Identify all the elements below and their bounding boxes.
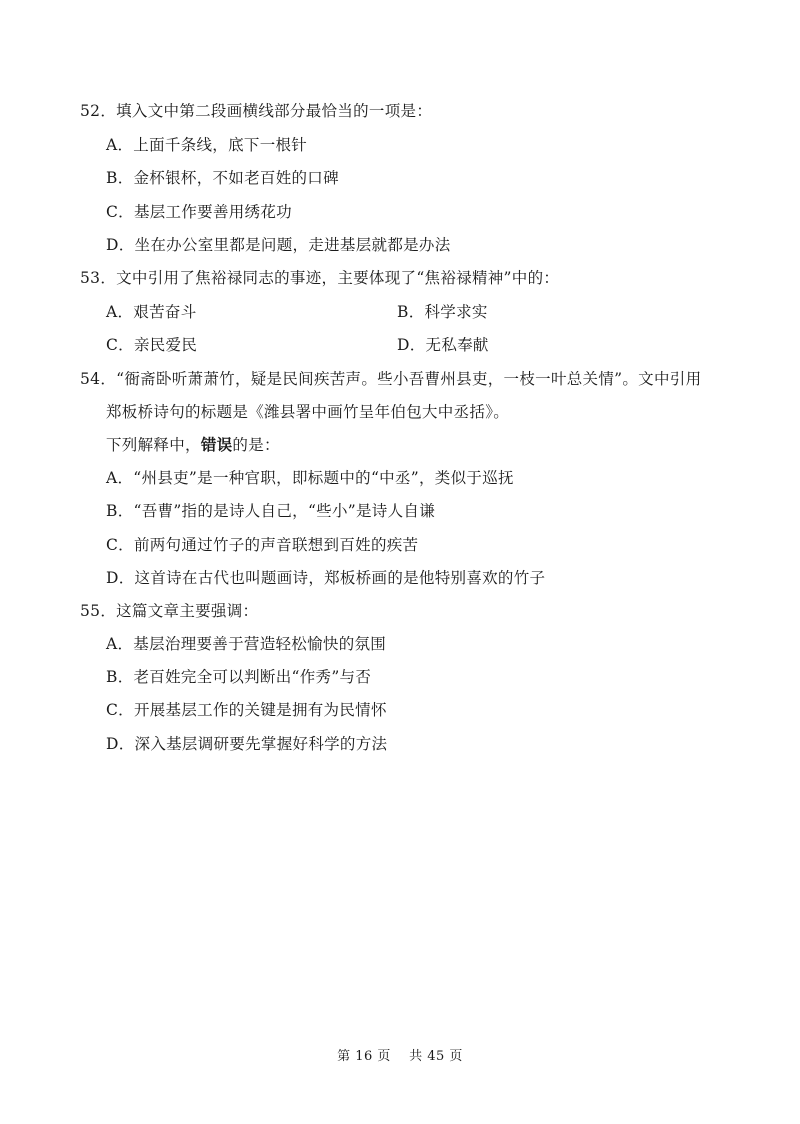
question-54-stem-suffix: 的是：: [232, 436, 280, 454]
question-53-option-b: B．科学求实: [397, 303, 488, 321]
question-52-option-c: C．基层工作要善用绣花功: [106, 203, 292, 221]
question-53-option-d: D．无私奉献: [397, 336, 489, 354]
question-54-stem-line3: [106, 435, 280, 455]
question-54-stem-line1: 54．“衙斋卧听萧萧竹，疑是民间疾苦声。些小吾曹州县吏，一枝一叶总关情”。文中引用: [80, 370, 702, 388]
question-54-stem-emphasis: 错误: [200, 435, 233, 454]
question-53-option-a: A．艰苦奋斗: [106, 303, 197, 321]
question-54-stem-line2: 郑板桥诗句的标题是《潍县署中画竹呈年伯包大中丞括》。: [106, 403, 510, 421]
question-53-stem: 53．文中引用了焦裕禄同志的事迹，主要体现了“焦裕禄精神”中的：: [80, 269, 560, 287]
question-54-option-b: B．“吾曹”指的是诗人自己，“些小”是诗人自谦: [106, 502, 435, 520]
question-54-stem-prefix: 下列解释中，: [106, 436, 201, 454]
question-53-option-c: C．亲民爱民: [106, 336, 198, 354]
question-54-option-a: A．“州县吏”是一种官职，即标题中的“中丞”，类似于巡抚: [106, 469, 514, 487]
question-55-stem: 55．这篇文章主要强调：: [80, 602, 259, 620]
question-55-option-b: B．老百姓完全可以判断出“作秀”与否: [106, 668, 372, 686]
question-55-option-a: A．基层治理要善于营造轻松愉快的氛围: [106, 635, 387, 653]
question-54-option-d: D．这首诗在古代也叫题画诗，郑板桥画的是他特别喜欢的竹子: [106, 569, 546, 587]
question-52-option-a: A．上面千条线，底下一根针: [106, 136, 308, 154]
page-footer: 第 16 页 共 45 页: [337, 1049, 463, 1064]
question-55-option-c: C．开展基层工作的关键是拥有为民情怀: [106, 701, 387, 719]
question-52-stem: 52．填入文中第二段画横线部分最恰当的一项是：: [80, 102, 433, 120]
question-52-option-b: B．金杯银杯，不如老百姓的口碑: [106, 169, 339, 187]
question-55-option-d: D．深入基层调研要先掌握好科学的方法: [106, 735, 388, 753]
question-54-option-c: C．前两句通过竹子的声音联想到百姓的疾苦: [106, 536, 419, 554]
question-52-option-d: D．坐在办公室里都是问题，走进基层就都是办法: [106, 236, 451, 254]
